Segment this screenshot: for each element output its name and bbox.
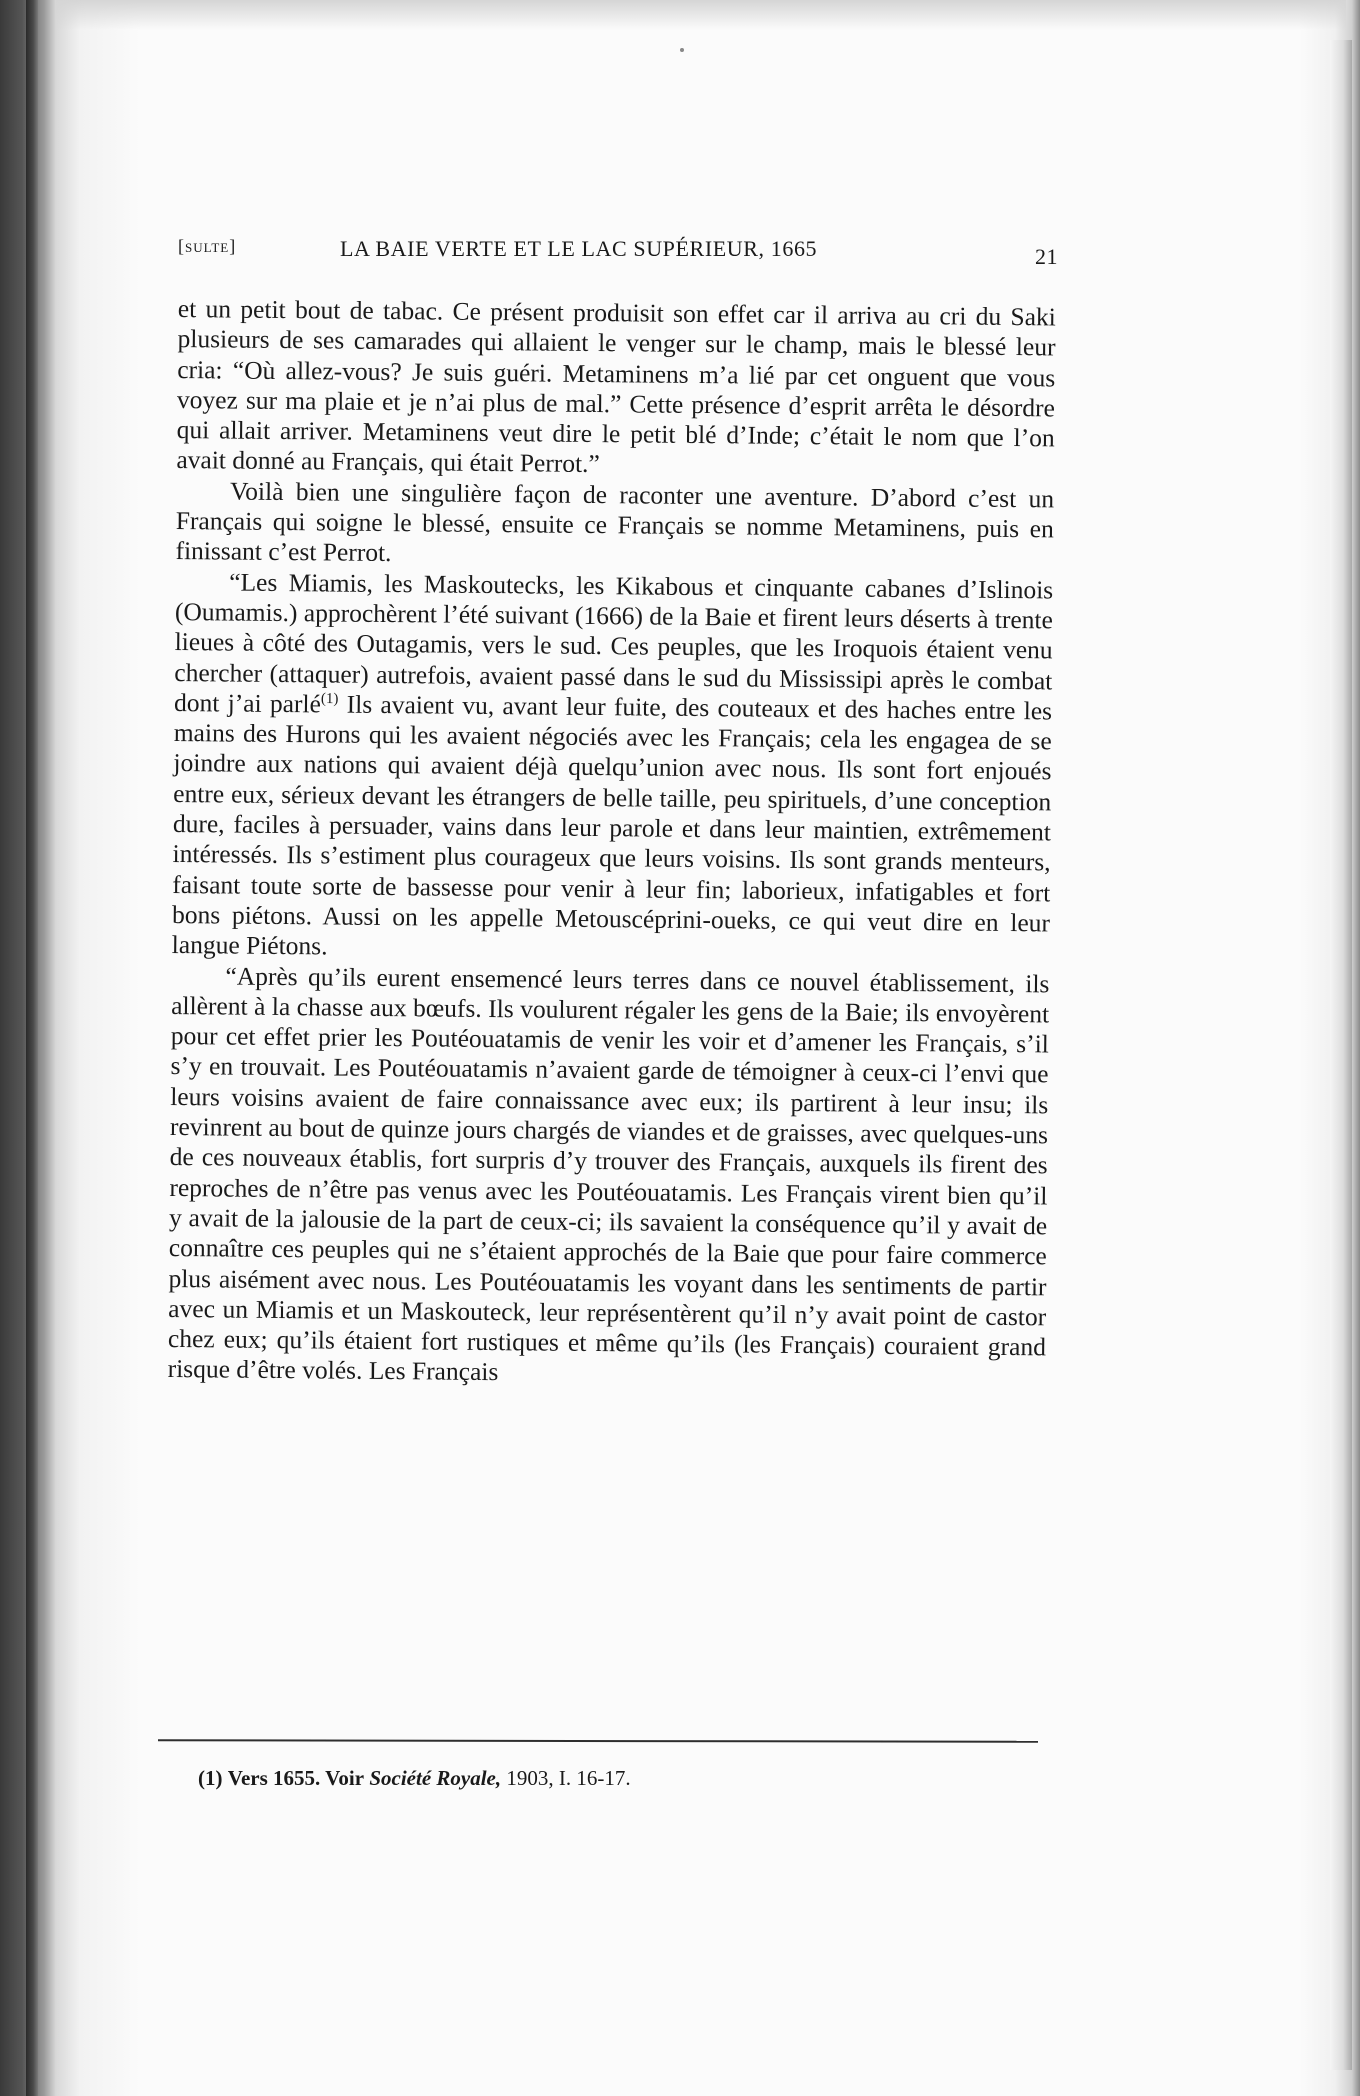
paragraph-continuation: et un petit bout de tabac. Ce présent produisit son effet car il arriva au cri du Saki plusieurs de ses camarades qui allaient le venger sur le champ, mais le blessé leur cria: “Où allez-vous? Je suis guéri. Metaminens m’a lié par cet onguent que vous voyez sur ma plaie et je n’ai plus de mal.” Cette présence d’esprit arrêta le désordre qui allait arriver. Metaminens veut dire le petit blé d’Inde; c’était le nom que l’on avait donné au Français, qui était Perrot.” — [176, 294, 1056, 479]
section-label: [sulte] — [178, 236, 237, 256]
top-shadow — [56, 0, 1346, 30]
paragraph-quote-miamis-text: “Les Miamis, les Maskoutecks, les Kikabous et cinquante cabanes d’Islinois (Oumamis.) approchèrent l’été suivant (1666) de la Baie et firent leurs déserts à trente lieues à côté des Outagamis, vers le sud. Ces peuples, que les Iroquois étaient venu chercher (attaquer) autrefois, avaient passé dans le sud du Mississipi après le combat dont j’ai parlé — [173, 567, 1054, 719]
paragraph-quote-miamis — [172, 567, 1054, 969]
body-text — [168, 294, 1056, 1393]
footnote-source-title: Société Royale, — [369, 1766, 502, 1790]
book-binding — [26, 0, 38, 2096]
footnote — [198, 1766, 631, 1791]
page-number: 21 — [1035, 244, 1058, 269]
paragraph-quote-apres: “Après qu’ils eurent ensemencé leurs terres dans ce nouvel établissement, ils allèrent à la chasse aux bœufs. Ils voulurent régaler les gens de la Baie; ils envoyèrent pour cet effet prier les Poutéouatamis de venir les voir et d’amener les Français, s’il s’y en trouvait. Les Poutéouatamis n’avaient garde de témoigner à ceux-ci l’envi que leurs voisins avaient de faire connaissance avec eux; ils partirent à leur insu; ils revinrent au bout de quinze jours chargés de viandes et de graisses, avec quelques-uns de ces nouveaux établis, fort surpris d’y trouver des Français, auxquels ils firent des reproches de n’être pas venus avec les Poutéouatamis. Les Français virent bien qu’il y avait de la jalousie de la part de ceux-ci; ils savaient la conséquence qu’il y avait de connaître ces peuples qui ne s’étaient approchés de la Baie que pour faire commerce plus aisément avec nous. Les Poutéouatamis les voyant dans les sentiments de partir avec un Miamis et un Maskouteck, leur représentèrent qu’il n’y avait point de castor chez eux; qu’ils étaient fort rustiques et même qu’ils (les Français) couraient grand risque d’être volés. Les Français — [167, 961, 1050, 1387]
footnote-label: Vers 1655. Voir — [227, 1766, 365, 1790]
paragraph-quote-miamis-continued: Ils avaient vu, avant leur fuite, des couteaux et des haches entre les mains des Hurons qui les avaient négociés avec les Français; cela les engagea de se joindre aux nations qui avaient déjà quelqu’union avec nous. Ils sont fort enjoués entre eux, sérieux devant les étrangers de belle taille, peu spirituels, d’une conception dure, faciles à persuader, vains dans leur parole et dans leur maintien, extrêmement intéressés. Ils s’estiment plus courageux que leurs voisins. Ils sont grands menteurs, faisant toute sorte de bassesse pour venir à leur fin; laborieux, infatigables et fort bons piétons. Aussi on les appelle Metouscéprini-oueks, ce qui veut dire en leur langue Piétons. — [171, 689, 1053, 961]
running-header — [150, 230, 1058, 274]
running-title: LA BAIE VERTE ET LE LAC SUPÉRIEUR, 1665 — [340, 236, 818, 261]
speck — [680, 48, 684, 52]
footnote-reference[interactable]: (1) — [320, 690, 339, 707]
page-edge — [1330, 40, 1352, 2070]
book-page — [150, 230, 1058, 1790]
footnote-citation: 1903, I. 16-17. — [506, 1766, 631, 1790]
paragraph-commentary: Voilà bien une singulière façon de raconter une aventure. D’abord c’est un Français qui soigne le blessé, ensuite ce Français se nomme Metaminens, puis en finissant c’est Perrot. — [175, 476, 1055, 568]
footnote-mark: (1) — [198, 1766, 223, 1790]
